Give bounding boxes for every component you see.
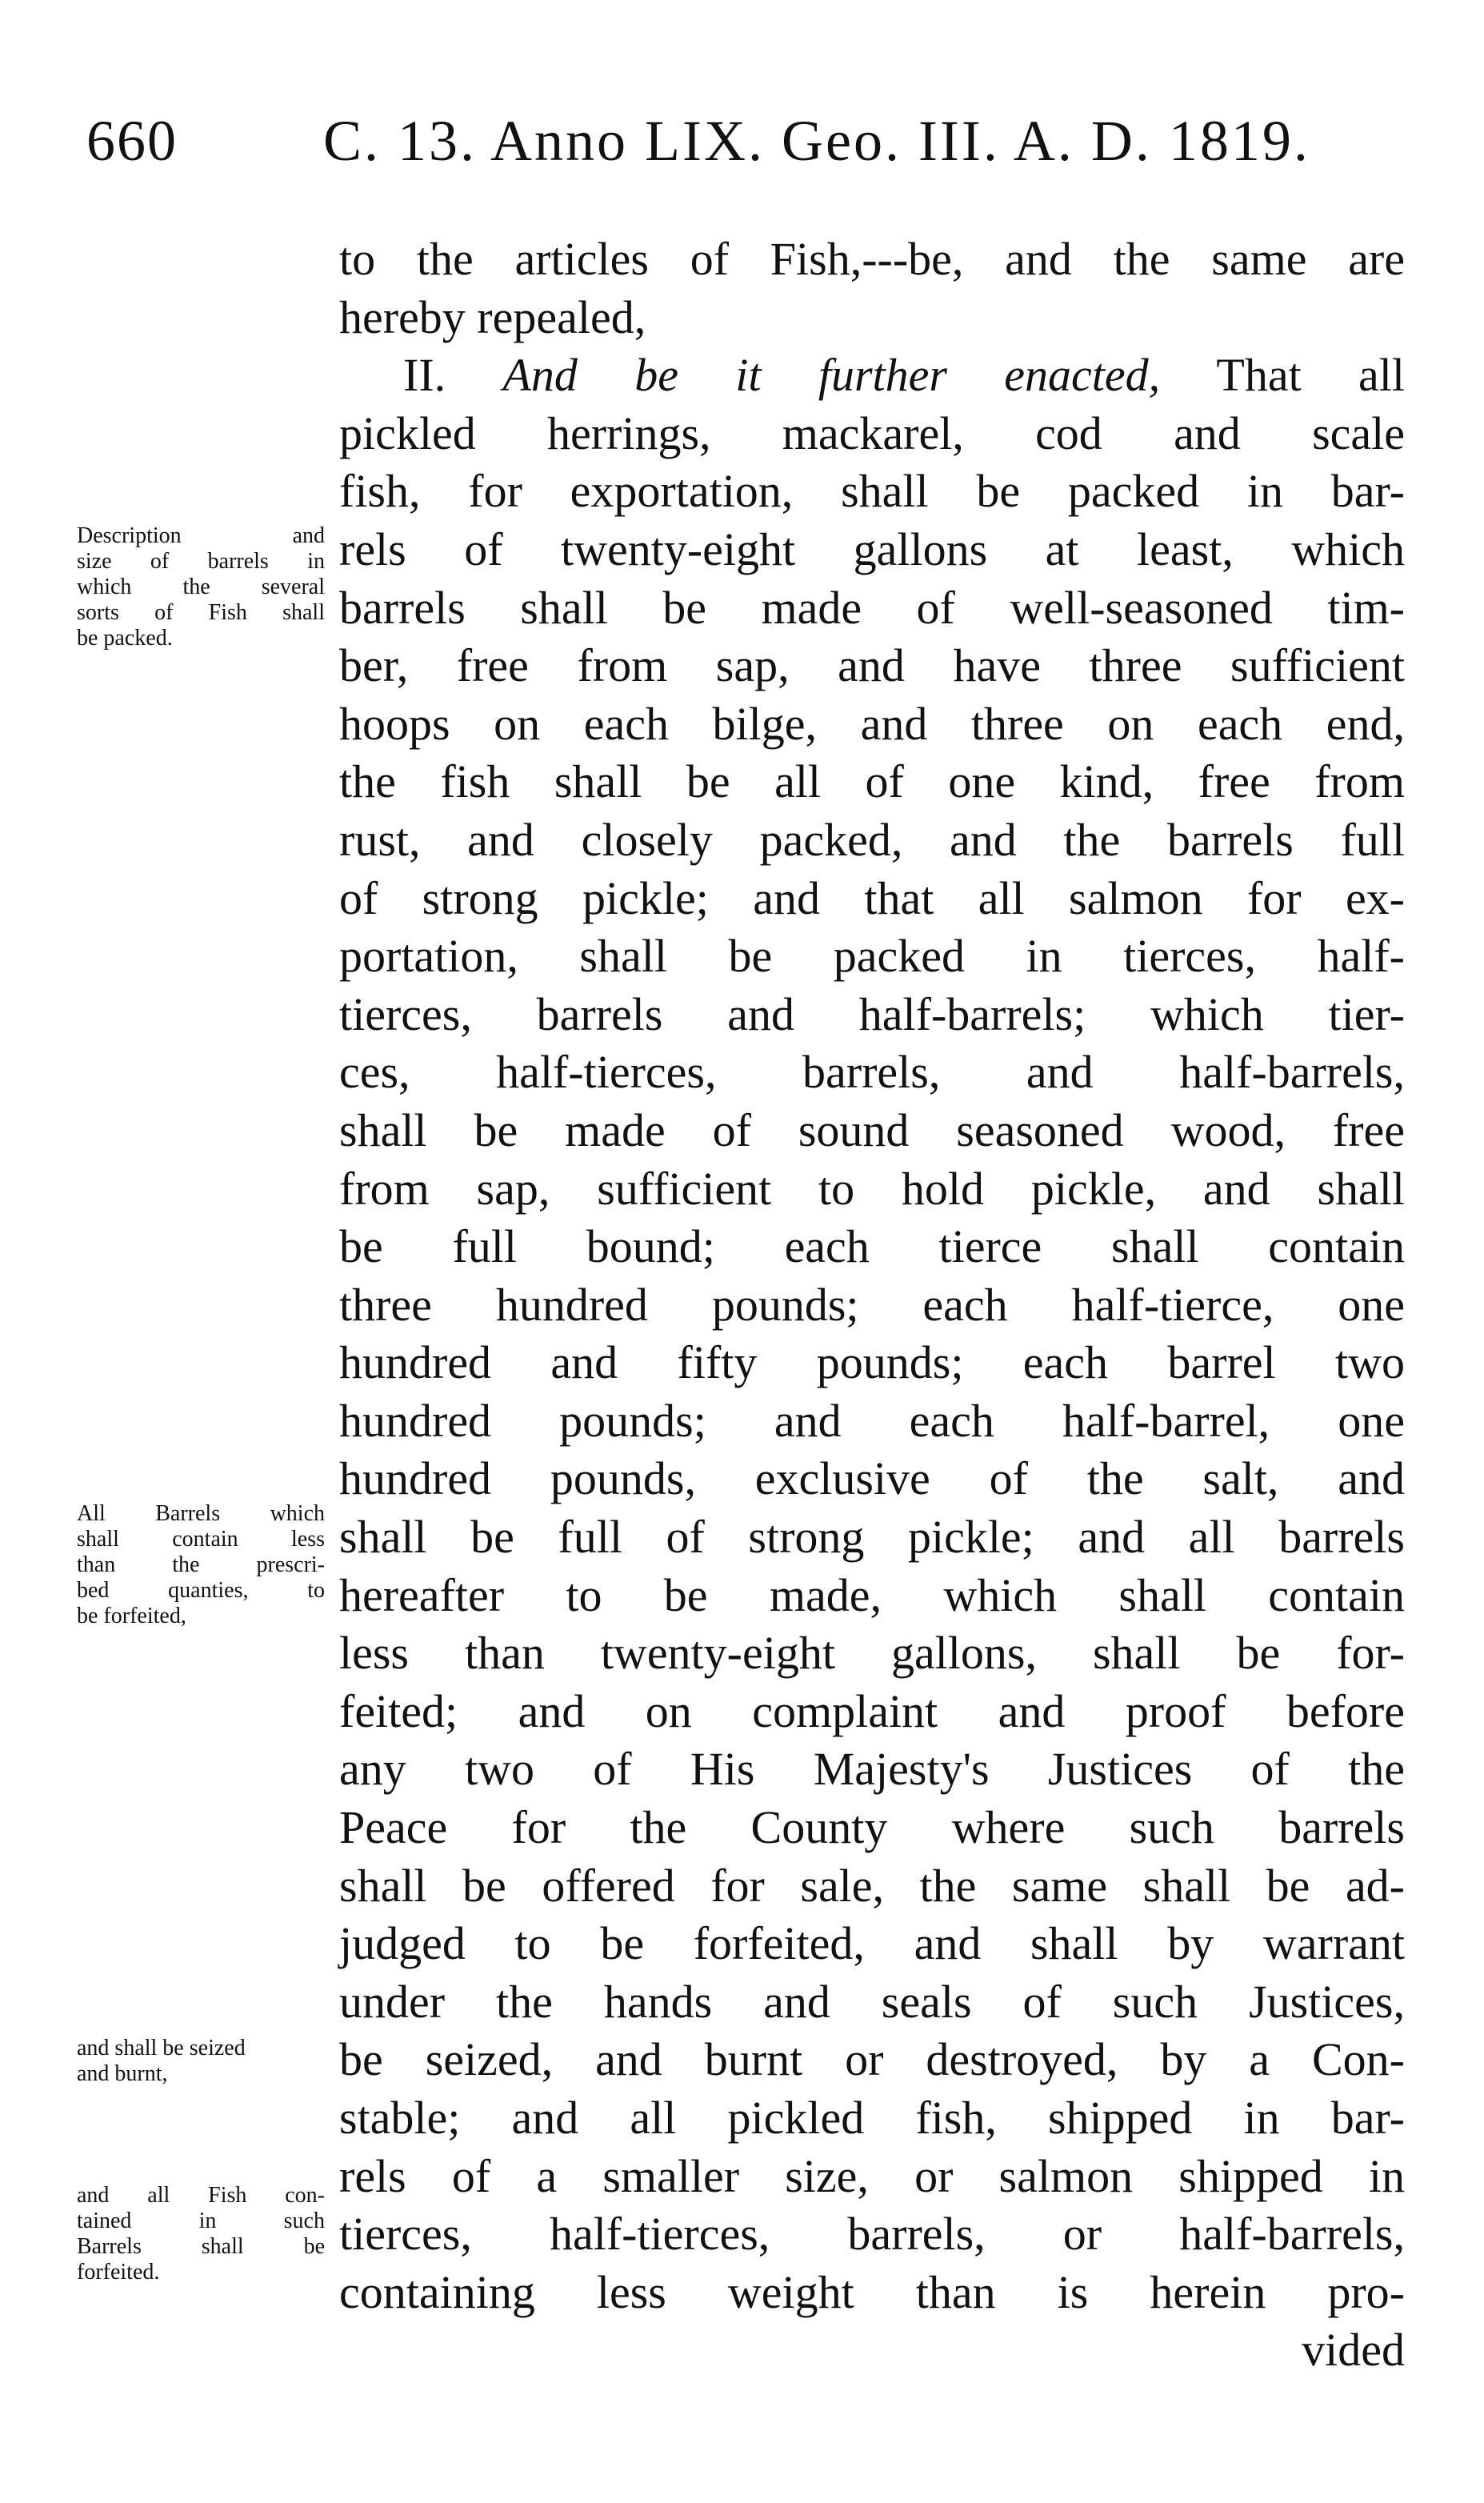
catchword-line: vided [1302, 2324, 1405, 2377]
running-head: C. 13. Anno LIX. Geo. III. A. D. 1819. [323, 109, 1310, 173]
margin-note-line: be packed. [77, 626, 173, 651]
margin-note-line: bed quanties, to [77, 1578, 325, 1603]
main-text-column [339, 230, 1405, 2380]
text-line: fish, for exportation, shall be packed in bar- [339, 465, 1405, 518]
text-line: hundred pounds, exclusive of the salt, and [339, 1452, 1405, 1505]
text-line: barrels shall be made of well-seasoned tim- [339, 581, 1405, 634]
text-line: any two of His Majesty's Justices of the [339, 1743, 1405, 1796]
margin-note-fish-forfeited [77, 2183, 325, 2285]
margin-note-seized-and-burnt [77, 2036, 325, 2087]
text-line: from sap, sufficient to hold pickle, and shall [339, 1162, 1405, 1215]
margin-note-line: sorts of Fish shall [77, 600, 325, 625]
text-line: judged to be forfeited, and shall by warrant [339, 1917, 1405, 1970]
text-line: be seized, and burnt or destroyed, by a Con- [339, 2033, 1405, 2086]
text-line: shall be made of sound seasoned wood, free [339, 1103, 1405, 1156]
margin-note-line: size of barrels in [77, 549, 325, 574]
text-line: tierces, half-tierces, barrels, or half-barrels, [339, 2208, 1405, 2261]
text-line: to the articles of Fish,---be, and the same are [339, 233, 1405, 285]
text-line: pickled herrings, mackarel, cod and scale [339, 406, 1405, 459]
text-line: shall be offered for sale, the same shall be ad- [339, 1859, 1405, 1912]
margin-note-line: and shall be seized [77, 2036, 246, 2060]
text-line: hoops on each bilge, and three on each end, [339, 697, 1405, 750]
text-line: Peace for the County where such barrels [339, 1801, 1405, 1854]
margin-note-line: which the several [77, 575, 325, 599]
page-number: 660 [86, 109, 178, 173]
text-line: stable; and all pickled fish, shipped in bar- [339, 2092, 1405, 2144]
margin-note-barrels-forfeited [77, 1501, 325, 1629]
margin-note-line: forfeited. [77, 2260, 160, 2285]
margin-note-line: shall contain less [77, 1527, 325, 1552]
text-line: rust, and closely packed, and the barrels full [339, 813, 1405, 866]
text-fragment: That all [1216, 349, 1406, 402]
text-line: rels of twenty-eight gallons at least, which [339, 523, 1405, 575]
text-line: hereby repealed, [339, 290, 646, 343]
margin-note-line: All Barrels which [77, 1501, 325, 1526]
text-line: ber, free from sap, and have three sufficient [339, 639, 1405, 692]
text-line: shall be full of strong pickle; and all barrels [339, 1511, 1405, 1564]
text-line: ces, half-tierces, barrels, and half-barrels, [339, 1046, 1405, 1099]
text-line: be full bound; each tierce shall contain [339, 1220, 1405, 1273]
margin-note-line: and all Fish con- [77, 2183, 325, 2208]
margin-note-line: Barrels shall be [77, 2234, 325, 2259]
margin-note-line: Description and [77, 523, 325, 548]
margin-note-description-of-barrels [77, 523, 325, 651]
text-line: of strong pickle; and that all salmon for ex- [339, 871, 1405, 924]
enacting-clause: And be it further enacted, [502, 349, 1161, 402]
text-line: less than twenty-eight gallons, shall be for- [339, 1627, 1405, 1680]
text-line: three hundred pounds; each half-tierce, one [339, 1278, 1405, 1331]
text-line: the fish shall be all of one kind, free from [339, 755, 1405, 808]
text-line: hundred and fifty pounds; each barrel two [339, 1336, 1405, 1389]
section-opening-line [339, 346, 1405, 405]
section-number: II. [403, 349, 446, 402]
text-line: under the hands and seals of such Justices, [339, 1975, 1405, 2028]
text-line: feited; and on complaint and proof before [339, 1684, 1405, 1737]
margin-note-line: than the prescri- [77, 1552, 325, 1577]
margin-note-line: and burnt, [77, 2061, 168, 2086]
margin-note-line: tained in such [77, 2209, 325, 2233]
text-line: rels of a smaller size, or salmon shipped in [339, 2149, 1405, 2202]
text-line: portation, shall be packed in tierces, half- [339, 930, 1405, 983]
text-line: hundred pounds; and each half-barrel, one [339, 1394, 1405, 1447]
text-line: hereafter to be made, which shall contain [339, 1568, 1405, 1621]
page-header [0, 0, 1484, 208]
text-line: containing less weight than is herein pro- [339, 2265, 1405, 2318]
margin-note-line: be forfeited, [77, 1604, 186, 1628]
text-line: tierces, barrels and half-barrels; which tier- [339, 987, 1405, 1040]
